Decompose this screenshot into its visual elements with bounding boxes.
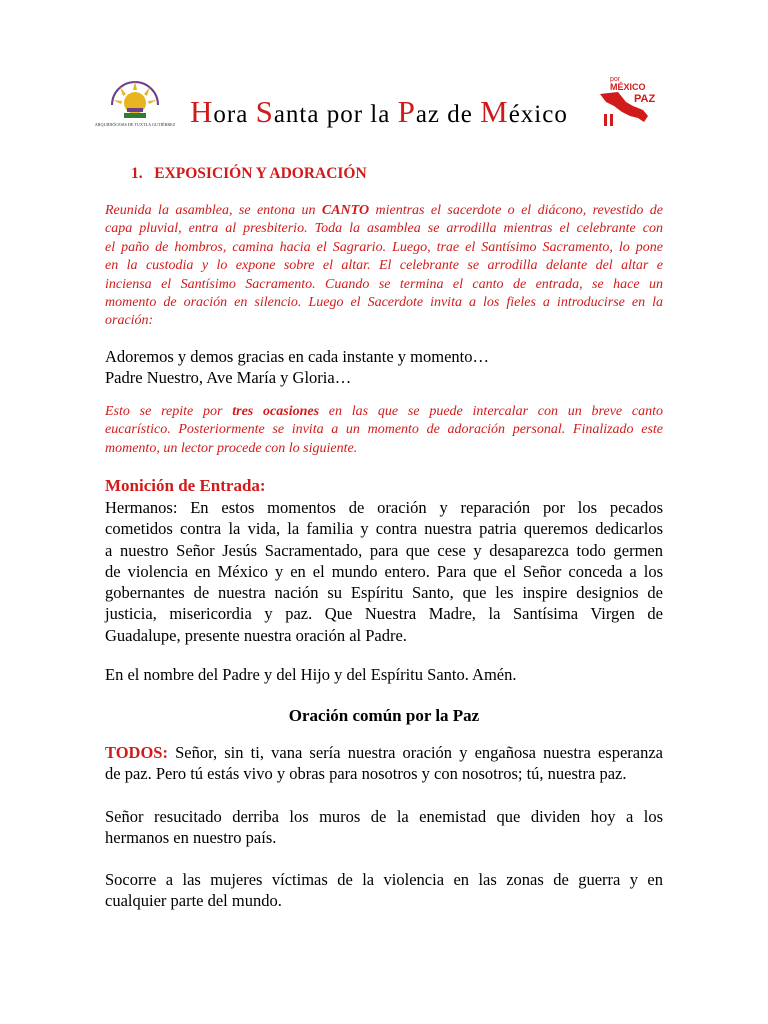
title-word-2: Santa por la — [255, 94, 398, 129]
section-heading: 1. EXPOSICIÓN Y ADORACIÓN — [131, 165, 367, 182]
diocese-logo — [94, 75, 176, 135]
rubric-line: momento, un lector procede con lo siguiente. — [105, 440, 358, 456]
rubric-line: oración: — [105, 313, 154, 329]
rubric-line: inciensa el Santísimo Sacramento. Cuando se termina el canto de entrada, se hace un — [105, 276, 663, 292]
oracion-paragraph-1 — [105, 742, 663, 785]
prayer-block — [105, 346, 489, 388]
monicion-line: Hermanos: En estos momentos de oración y reparación por los pecados — [105, 498, 663, 517]
oracion-paragraph-2 — [105, 806, 663, 849]
title-word-1: Hora — [190, 94, 256, 129]
oracion-line: hermanos en nuestro país. — [105, 828, 277, 848]
title-word-4: México — [480, 94, 568, 129]
monicion-line: Guadalupe, presente nuestra oración al Padre. — [105, 625, 407, 645]
rubric-line: Esto se repite por tres ocasiones en las que se puede intercalar con un breve canto — [105, 404, 664, 419]
oracion-line: cualquier parte del mundo. — [105, 891, 282, 911]
logo-por-text: por — [610, 76, 621, 83]
title-word-3: Paz de — [397, 94, 481, 129]
diocese-logo-text: ARQUIDIÓCESIS DE TUXTLA GUTIÉRREZ — [94, 122, 176, 127]
prayer-line-2: Padre Nuestro, Ave María y Gloria… — [105, 368, 352, 387]
rubric-intro — [105, 202, 663, 331]
logo-paz-text: PAZ — [634, 93, 656, 105]
todos-label: TODOS: — [105, 743, 168, 762]
logo-mexico-text: MÉXICO — [610, 82, 646, 92]
monicion-closing: En el nombre del Padre y del Hijo y del Espíritu Santo. Amén. — [105, 665, 517, 684]
oracion-line: Socorre a las mujeres víctimas de la violencia en las zonas de guerra y en — [105, 870, 663, 889]
rubric-line: el paño de hombros, camina hacia el Sagrario. Luego, trae el Santísimo Sacramento, lo pone — [105, 239, 663, 255]
rubric-line: momento de oración en silencio. Luego el Sacerdote invita a los fieles a introducirse en la — [105, 295, 663, 311]
rubric-line: Reunida la asamblea, se entona un CANTO mientras el sacerdote o el diácono, revestido de — [105, 203, 663, 218]
page-title — [190, 94, 568, 130]
monicion-line: de violencia en México y en el mundo entero. Para que el Señor conceda a los — [105, 561, 663, 581]
oracion-line: de paz. Pero tú estás vivo y obras para nosotros y con nosotros; tú, nuestra paz. — [105, 764, 627, 784]
prayer-line-1: Adoremos y demos gracias en cada instante y momento… — [105, 347, 489, 366]
monicion-line: cometidos contra la vida, la familia y contra nuestra patria queremos dedicarlos — [105, 519, 663, 539]
rubric-line: eucarístico. Posteriormente se invita a un momento de adoración personal. Finalizado este — [105, 422, 663, 438]
oracion-paragraph-3 — [105, 869, 663, 912]
mexico-paz-logo — [598, 72, 660, 132]
rubric-line: capa pluvial, entra al presbiterio. Toda la asamblea se arrodilla mientras el celebrante con — [105, 221, 663, 237]
monicion-line: justicia, misericordia y paz. Que Nuestra Madre, la Santísima Virgen de — [105, 604, 663, 624]
monicion-text — [105, 497, 663, 646]
monicion-line: gobernantes de nuestra nación su Espíritu Santo, que les inspire designios de — [105, 583, 663, 603]
rubric-repeat — [105, 403, 663, 458]
section-title-oracion: Oración común por la Paz — [288, 706, 480, 725]
oracion-line: Señor resucitado derriba los muros de la enemistad que dividen hoy a los — [105, 807, 663, 826]
monicion-line: a nuestro Señor Jesús Sacramentado, para que cese y desaparezca todo germen — [105, 540, 663, 560]
monicion-heading: Monición de Entrada: — [105, 476, 266, 495]
oracion-line: TODOS: Señor, sin ti, vana sería nuestra oración y engañosa nuestra esperanza — [105, 743, 663, 762]
rubric-line: en la custodia y lo expone sobre el altar. El celebrante se arrodilla delante del altar e — [105, 258, 663, 274]
